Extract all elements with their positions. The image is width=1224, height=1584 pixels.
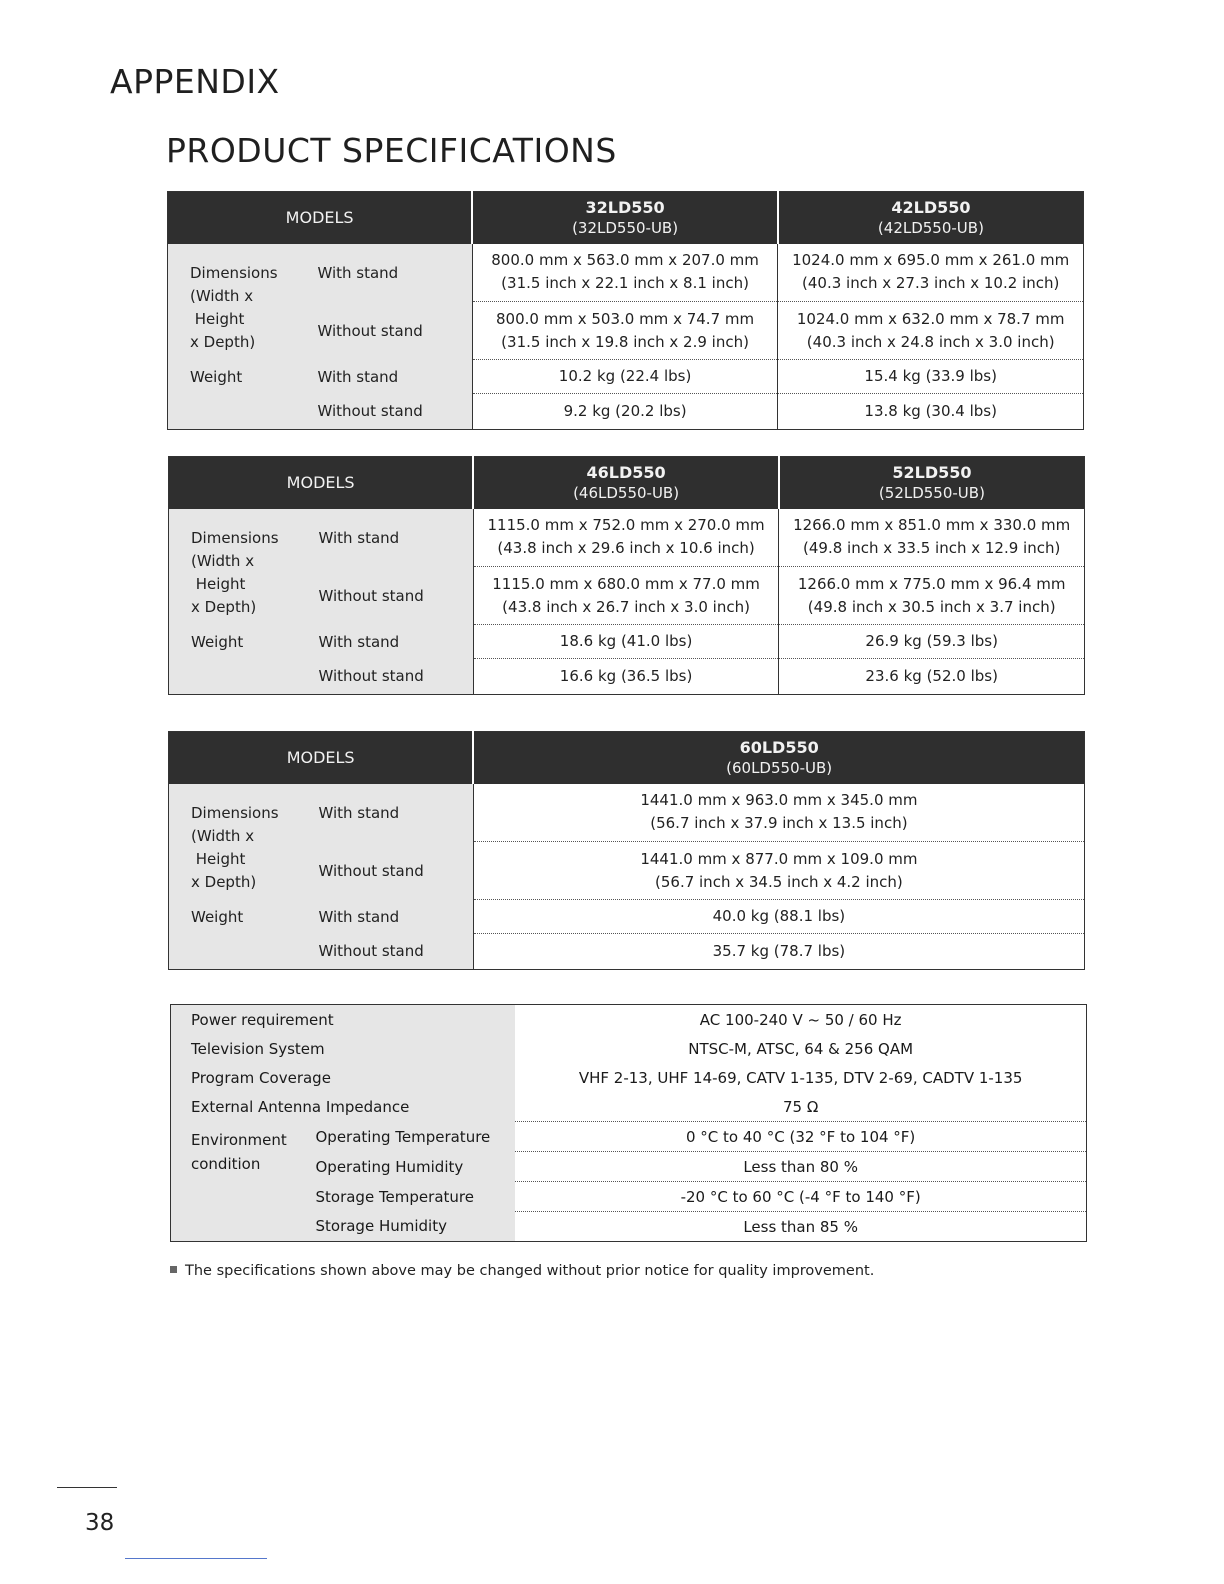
models-header: MODELS: [169, 457, 474, 509]
weight-value: 40.0 kg (88.1 lbs): [473, 900, 1084, 934]
dimensions-label: Dimensions (Width x Height x Depth): [169, 784, 309, 900]
page-title: PRODUCT SPECIFICATIONS: [166, 131, 617, 170]
with-stand-label: With stand: [308, 784, 473, 842]
without-stand-label: Without stand: [307, 302, 472, 360]
with-stand-label: With stand: [308, 625, 473, 659]
general-spec-table: [170, 1004, 1087, 1242]
spec-table-3: [168, 731, 1085, 970]
with-stand-label: With stand: [307, 360, 472, 394]
dimension-value: 1266.0 mm x 851.0 mm x 330.0 mm (49.8 inch x 33.5 inch x 12.9 inch): [779, 509, 1085, 567]
storage-temp-value: -20 °C to 60 °C (-4 °F to 140 °F): [515, 1182, 1086, 1212]
dimension-value: 1266.0 mm x 775.0 mm x 96.4 mm (49.8 inch x 30.5 inch x 3.7 inch): [779, 567, 1085, 625]
weight-value: 16.6 kg (36.5 lbs): [473, 659, 779, 695]
note-bullet-icon: [170, 1266, 177, 1273]
dimension-value: 1024.0 mm x 632.0 mm x 78.7 mm (40.3 inch x 24.8 inch x 3.0 inch): [778, 302, 1084, 360]
dimension-value: 1115.0 mm x 752.0 mm x 270.0 mm (43.8 inch x 29.6 inch x 10.6 inch): [473, 509, 779, 567]
without-stand-label: Without stand: [308, 842, 473, 900]
weight-value: 13.8 kg (30.4 lbs): [778, 394, 1084, 430]
power-value: AC 100-240 V ~ 50 / 60 Hz: [515, 1005, 1086, 1035]
with-stand-label: With stand: [308, 509, 473, 567]
tv-system-label: Television System: [171, 1034, 516, 1063]
with-stand-label: With stand: [307, 244, 472, 302]
op-humidity-label: Operating Humidity: [293, 1152, 515, 1182]
weight-value: 10.2 kg (22.4 lbs): [472, 360, 778, 394]
dimension-value: 1441.0 mm x 877.0 mm x 109.0 mm (56.7 inch x 34.5 inch x 4.2 inch): [473, 842, 1084, 900]
page-number-rule: [57, 1487, 117, 1488]
op-humidity-value: Less than 80 %: [515, 1152, 1086, 1182]
with-stand-label: With stand: [308, 900, 473, 934]
model-header: 52LD550 (52LD550-UB): [779, 457, 1085, 509]
without-stand-label: Without stand: [308, 567, 473, 625]
model-header: 60LD550 (60LD550-UB): [473, 732, 1084, 784]
dimension-value: 800.0 mm x 503.0 mm x 74.7 mm (31.5 inch x 19.8 inch x 2.9 inch): [472, 302, 778, 360]
tv-system-value: NTSC-M, ATSC, 64 & 256 QAM: [515, 1034, 1086, 1063]
weight-value: 18.6 kg (41.0 lbs): [473, 625, 779, 659]
coverage-label: Program Coverage: [171, 1063, 516, 1092]
spec-table-1: [167, 191, 1084, 430]
weight-label: Weight: [168, 360, 308, 430]
without-stand-label: Without stand: [308, 934, 473, 970]
weight-value: 15.4 kg (33.9 lbs): [778, 360, 1084, 394]
models-header: MODELS: [169, 732, 474, 784]
antenna-label: External Antenna Impedance: [171, 1092, 516, 1122]
without-stand-label: Without stand: [307, 394, 472, 430]
dimension-value: 1024.0 mm x 695.0 mm x 261.0 mm (40.3 inch x 27.3 inch x 10.2 inch): [778, 244, 1084, 302]
storage-temp-label: Storage Temperature: [293, 1182, 515, 1212]
dimension-value: 800.0 mm x 563.0 mm x 207.0 mm (31.5 inch x 22.1 inch x 8.1 inch): [472, 244, 778, 302]
models-header: MODELS: [168, 192, 473, 244]
storage-humidity-value: Less than 85 %: [515, 1212, 1086, 1242]
coverage-value: VHF 2-13, UHF 14-69, CATV 1-135, DTV 2-69, CADTV 1-135: [515, 1063, 1086, 1092]
weight-value: 9.2 kg (20.2 lbs): [472, 394, 778, 430]
weight-value: 26.9 kg (59.3 lbs): [779, 625, 1085, 659]
section-title: APPENDIX: [110, 62, 280, 101]
storage-humidity-label: Storage Humidity: [293, 1212, 515, 1242]
model-header: 46LD550 (46LD550-UB): [473, 457, 779, 509]
footnote: The specifications shown above may be changed without prior notice for quality improvement.: [170, 1263, 874, 1279]
weight-value: 23.6 kg (52.0 lbs): [779, 659, 1085, 695]
dimensions-label: Dimensions (Width x Height x Depth): [169, 509, 309, 625]
environment-label: Environment condition: [171, 1122, 294, 1242]
weight-label: Weight: [169, 625, 309, 695]
weight-label: Weight: [169, 900, 309, 970]
without-stand-label: Without stand: [308, 659, 473, 695]
power-label: Power requirement: [171, 1005, 516, 1035]
op-temp-value: 0 °C to 40 °C (32 °F to 104 °F): [515, 1122, 1086, 1152]
weight-value: 35.7 kg (78.7 lbs): [473, 934, 1084, 970]
spec-table-2: [168, 456, 1085, 695]
page-number: 38: [85, 1510, 115, 1536]
dimension-value: 1441.0 mm x 963.0 mm x 345.0 mm (56.7 inch x 37.9 inch x 13.5 inch): [473, 784, 1084, 842]
dimension-value: 1115.0 mm x 680.0 mm x 77.0 mm (43.8 inch x 26.7 inch x 3.0 inch): [473, 567, 779, 625]
antenna-value: 75 Ω: [515, 1092, 1086, 1122]
dimensions-label: Dimensions (Width x Height x Depth): [168, 244, 308, 360]
model-header: 32LD550 (32LD550-UB): [472, 192, 778, 244]
op-temp-label: Operating Temperature: [293, 1122, 515, 1152]
model-header: 42LD550 (42LD550-UB): [778, 192, 1084, 244]
bottom-rule: [125, 1558, 267, 1559]
